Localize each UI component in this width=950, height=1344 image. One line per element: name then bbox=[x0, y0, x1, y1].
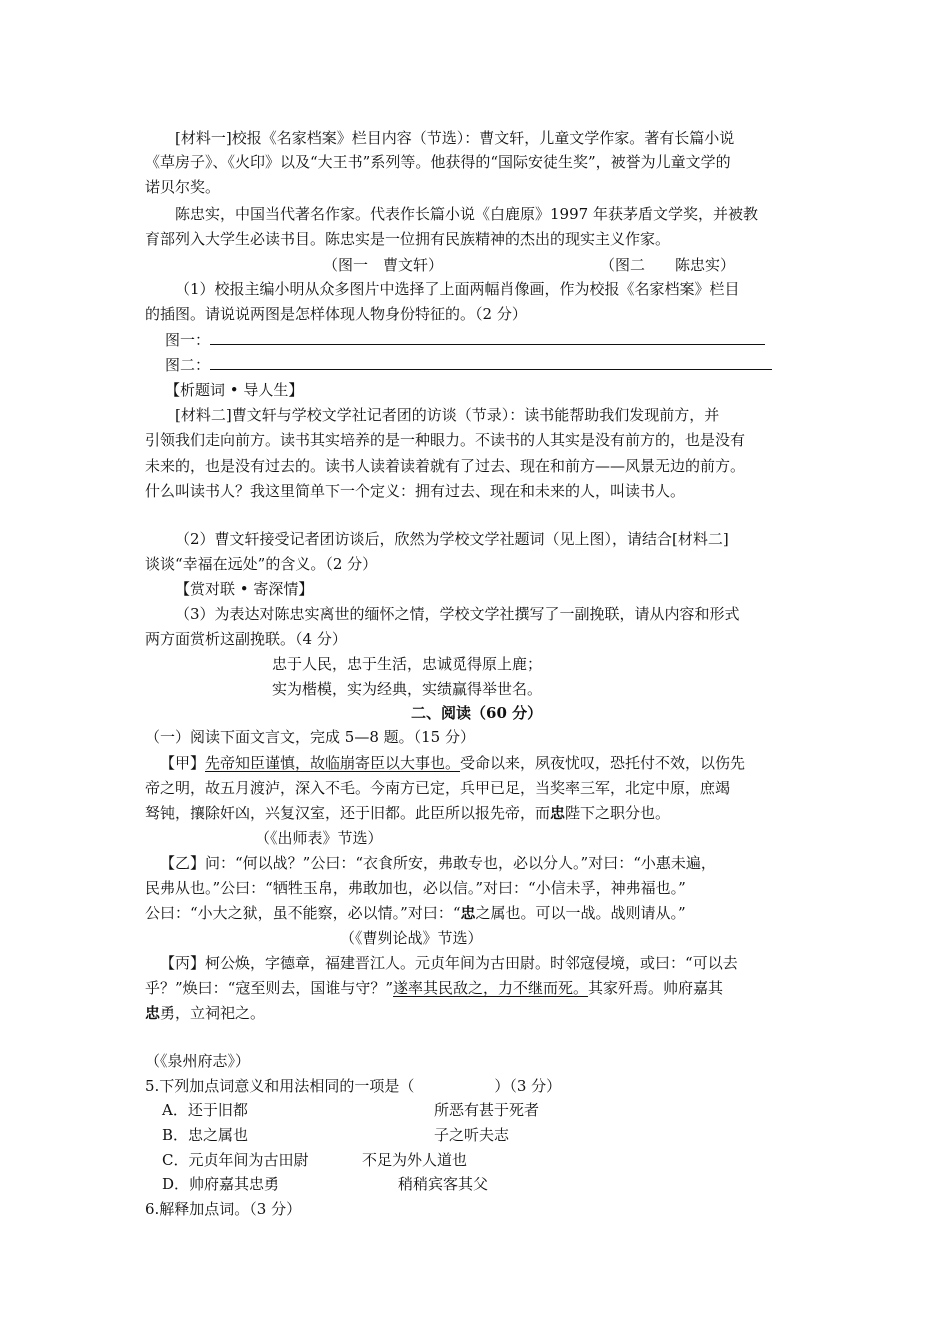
bing-source: （《泉州府志》） bbox=[145, 1052, 251, 1070]
q5-option-d-right: 稍稍宾客其父 bbox=[398, 1175, 489, 1193]
figure1-caption: （图一 曹文轩） bbox=[323, 256, 444, 274]
q2-line1: （2）曹文轩接受记者团访谈后，欣然为学校文学社题词（见上图），请结合[材料二] bbox=[175, 530, 729, 548]
bing-line3 bbox=[145, 1002, 265, 1024]
jia-line3a: 驽钝，攘除奸凶，兴复汉室，还于旧都。此臣所以报先帝，而 bbox=[145, 804, 551, 822]
jia-source: （《出师表》节选） bbox=[255, 829, 383, 847]
q1-fig1-blank[interactable] bbox=[210, 330, 765, 345]
q5-option-a-right: 所恶有甚于死者 bbox=[434, 1101, 540, 1119]
q5-option-b-left: B．忠之属也 bbox=[162, 1126, 249, 1144]
bing-line1 bbox=[160, 952, 738, 974]
q5-stem bbox=[145, 1075, 561, 1097]
bing-tag: 【丙】 bbox=[160, 954, 206, 972]
figure2-caption: （图二 陈忠实） bbox=[600, 256, 736, 274]
yi-line3 bbox=[145, 902, 686, 924]
q5-option-b-right: 子之听夫志 bbox=[434, 1126, 510, 1144]
q5-option-a-left: A．还于旧都 bbox=[162, 1101, 248, 1119]
section-title-inscription: 【析题词 • 导人生】 bbox=[165, 381, 304, 399]
yi-text1: 问：“何以战？”公曰：“衣食所安，弗敢专也，必以分人。”对曰：“小惠未遍， bbox=[205, 854, 716, 872]
material2-line3: 未来的，也是没有过去的。读书人读着读着就有了过去、现在和前方——风景无边的前方。 bbox=[145, 457, 746, 475]
material2-line4: 什么叫读书人？我这里简单下一个定义：拥有过去、现在和未来的人，叫读书人。 bbox=[145, 482, 686, 500]
q5-stem-b: ）（3 分） bbox=[494, 1077, 562, 1095]
bing-underlined-sentence: 遂率其民敌之，力不继而死。 bbox=[393, 979, 589, 997]
q5-stem-a: 5.下列加点词意义和用法相同的一项是（ bbox=[145, 1077, 415, 1095]
q6-stem: 6.解释加点词。（3 分） bbox=[145, 1200, 302, 1218]
q1-fig1-label: 图一： bbox=[165, 331, 211, 349]
q1-fig2-answer bbox=[165, 354, 772, 376]
jia-line1 bbox=[160, 752, 745, 774]
bing-dotted-zhong: 忠 bbox=[145, 1004, 161, 1022]
q1-line1: （1）校报主编小明从众多图片中选择了上面两幅肖像画，作为校报《名家档案》栏目 bbox=[175, 280, 740, 298]
q1-line2: 的插图。请说说两图是怎样体现人物身份特征的。（2 分） bbox=[145, 305, 527, 323]
yi-line1 bbox=[160, 852, 716, 874]
couplet-line2: 实为楷模，实为经典，实绩赢得举世名。 bbox=[272, 680, 543, 698]
q5-option-c-left: C．元贞年间为古田尉 bbox=[162, 1151, 309, 1169]
material1-line2: 《草房子》、《火印》以及“大王书”系列等。他获得的“国际安徒生奖”，被誉为儿童文学的 bbox=[145, 153, 731, 171]
yi-line3a: 公曰：“小大之狱，虽不能察，必以情。”对曰：“ bbox=[145, 904, 461, 922]
material2-line1: [材料二]曹文轩与学校文学社记者团的访谈（节录）：读书能帮助我们发现前方，并 bbox=[175, 406, 720, 424]
couplet-line1: 忠于人民，忠于生活，忠诚觅得原上鹿； bbox=[272, 655, 543, 673]
material1-line3: 诺贝尔奖。 bbox=[145, 178, 221, 196]
bing-line2a: 乎？”焕曰：“寇至则去，国谁与守？” bbox=[145, 979, 394, 997]
q5-option-d-left: D．帅府嘉其忠勇 bbox=[162, 1175, 280, 1193]
q1-fig1-answer bbox=[165, 329, 765, 351]
q1-fig2-label: 图二： bbox=[165, 356, 211, 374]
q3-line2: 两方面赏析这副挽联。（4 分） bbox=[145, 630, 347, 648]
section-title-couplet: 【赏对联 • 寄深情】 bbox=[175, 580, 314, 598]
bing-text1: 柯公焕，字德章，福建晋江人。元贞年间为古田尉。时邻寇侵境，或曰：“可以去 bbox=[205, 954, 738, 972]
yi-source: （《曹刿论战》节选） bbox=[340, 929, 483, 947]
q3-line1: （3）为表达对陈忠实离世的缅怀之情，学校文学社撰写了一副挽联，请从内容和形式 bbox=[175, 605, 740, 623]
jia-underlined-sentence: 先帝知臣谨慎，故临崩寄臣以大事也。 bbox=[205, 754, 461, 772]
bing-line3b: 勇，立祠祀之。 bbox=[160, 1004, 266, 1022]
yi-dotted-zhong: 忠 bbox=[460, 904, 476, 922]
material1-line4: 陈忠实，中国当代著名作家。代表作长篇小说《白鹿原》1997 年获茅盾文学奖，并被教 bbox=[175, 205, 758, 223]
jia-line3 bbox=[145, 802, 670, 824]
material1-line5: 育部列入大学生必读书目。陈忠实是一位拥有民族精神的杰出的现实主义作家。 bbox=[145, 230, 671, 248]
material1-line1: [材料一]校报《名家档案》栏目内容（节选）：曹文轩，儿童文学作家。著有长篇小说 bbox=[175, 129, 735, 147]
yi-line3c: 之属也。可以一战。战则请从。” bbox=[475, 904, 686, 922]
jia-line2: 帝之明，故五月渡泸，深入不毛。今南方已定，兵甲已足，当奖率三军，北定中原，庶竭 bbox=[145, 779, 731, 797]
bing-line2c: 其家歼焉。帅府嘉其 bbox=[588, 979, 724, 997]
q2-line2: 谈谈“幸福在远处”的含义。（2 分） bbox=[145, 555, 378, 573]
bing-line2 bbox=[145, 977, 723, 999]
q1-fig2-blank[interactable] bbox=[210, 355, 772, 370]
reading1-intro: （一）阅读下面文言文，完成 5—8 题。（15 分） bbox=[145, 728, 475, 746]
yi-line2: 民弗从也。”公曰：“牺牲玉帛，弗敢加也，必以信。”对曰：“小信未孚，神弗福也。” bbox=[145, 879, 686, 897]
part2-title: 二、阅读（60 分） bbox=[411, 704, 543, 722]
q5-option-c-right: 不足为外人道也 bbox=[362, 1151, 468, 1169]
material2-line2: 引领我们走向前方。读书其实培养的是一种眼力。不读书的人其实是没有前方的，也是没有 bbox=[145, 431, 746, 449]
jia-rest1: 受命以来，夙夜忧叹，恐托付不效，以伤先 bbox=[460, 754, 746, 772]
jia-dotted-zhong: 忠 bbox=[550, 804, 566, 822]
jia-tag: 【甲】 bbox=[160, 754, 206, 772]
yi-tag: 【乙】 bbox=[160, 854, 206, 872]
jia-line3c: 陛下之职分也。 bbox=[565, 804, 671, 822]
